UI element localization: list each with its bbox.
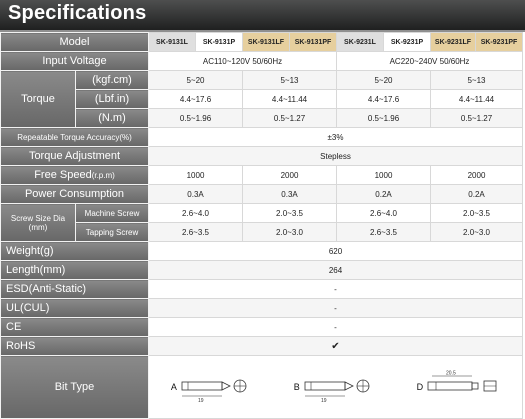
model-row <box>1 33 523 52</box>
bit-d-drawing-icon <box>426 370 500 404</box>
rohs-row <box>1 337 523 356</box>
power-consumption-value: 0.2A <box>337 185 431 204</box>
ce-value: - <box>149 318 523 337</box>
ce-label: CE <box>1 318 149 337</box>
torque-value: 0.5~1.96 <box>337 109 431 128</box>
repeatable-accuracy-label: Repeatable Torque Accuracy(%) <box>1 128 149 147</box>
model-header: Model <box>1 33 149 52</box>
bit-type-row <box>1 356 523 419</box>
torque-value: 4.4~11.44 <box>431 90 523 109</box>
repeatable-accuracy-row <box>1 128 523 147</box>
torque-unit: (N.m) <box>76 109 149 128</box>
bit-b-letter: B <box>293 382 300 392</box>
torque-unit: (Lbf.in) <box>76 90 149 109</box>
input-voltage-row <box>1 52 523 71</box>
free-speed-label <box>1 166 149 185</box>
input-voltage-value: AC220~240V 50/60Hz <box>337 52 523 71</box>
tapping-screw-value: 2.0~3.0 <box>243 223 337 242</box>
free-speed-text: Free Speed <box>34 169 92 181</box>
torque-value: 4.4~17.6 <box>337 90 431 109</box>
power-consumption-value: 0.3A <box>243 185 337 204</box>
ul-label: UL(CUL) <box>1 299 149 318</box>
model-name: SK-9131PF <box>290 33 337 52</box>
free-speed-unit: (r.p.m) <box>91 171 115 180</box>
power-consumption-value: 0.2A <box>431 185 523 204</box>
screw-size-label <box>1 204 76 242</box>
torque-adjustment-value: Stepless <box>149 147 523 166</box>
torque-value: 5~20 <box>149 71 243 90</box>
tapping-screw-value: 2.6~3.5 <box>337 223 431 242</box>
screw-size-row <box>1 223 523 242</box>
bit-a <box>171 370 250 404</box>
machine-screw-value: 2.0~3.5 <box>431 204 523 223</box>
free-speed-value: 2000 <box>243 166 337 185</box>
bit-d-letter: D <box>416 382 424 392</box>
bit-d <box>417 370 501 404</box>
torque-adjustment-label: Torque Adjustment <box>1 147 149 166</box>
machine-screw-value: 2.6~4.0 <box>149 204 243 223</box>
free-speed-row <box>1 166 523 185</box>
torque-row <box>1 109 523 128</box>
power-consumption-value: 0.3A <box>149 185 243 204</box>
model-name: SK-9131LF <box>243 33 290 52</box>
free-speed-value: 2000 <box>431 166 523 185</box>
power-consumption-label: Power Consumption <box>1 185 149 204</box>
torque-value: 0.5~1.96 <box>149 109 243 128</box>
title-banner <box>0 0 525 32</box>
model-name: SK-9231L <box>337 33 384 52</box>
free-speed-value: 1000 <box>337 166 431 185</box>
repeatable-accuracy-value: ±3% <box>149 128 523 147</box>
length-row <box>1 261 523 280</box>
bit-b-drawing-icon <box>303 370 373 404</box>
bit-b <box>294 370 373 404</box>
tapping-screw-value: 2.0~3.0 <box>431 223 523 242</box>
torque-row <box>1 71 523 90</box>
esd-label: ESD(Anti-Static) <box>1 280 149 299</box>
input-voltage-value: AC110~120V 50/60Hz <box>149 52 337 71</box>
torque-row <box>1 90 523 109</box>
ul-value: - <box>149 299 523 318</box>
power-consumption-row <box>1 185 523 204</box>
weight-label: Weight(g) <box>1 242 149 261</box>
torque-label: Torque <box>1 71 76 128</box>
screw-size-text: Screw Size Dia <box>10 213 66 223</box>
esd-value: - <box>149 280 523 299</box>
free-speed-value: 1000 <box>149 166 243 185</box>
torque-value: 5~13 <box>243 71 337 90</box>
model-name: SK-9231LF <box>431 33 476 52</box>
bit-a-drawing-icon <box>180 370 250 404</box>
rohs-value: ✔ <box>149 337 523 356</box>
torque-value: 5~20 <box>337 71 431 90</box>
bit-b-dim: 19 <box>320 398 327 404</box>
screw-size-unit: (mm) <box>28 222 48 232</box>
torque-value: 4.4~11.44 <box>243 90 337 109</box>
tapping-screw-value: 2.6~3.5 <box>149 223 243 242</box>
bit-a-letter: A <box>170 382 177 392</box>
torque-unit: (kgf.cm) <box>76 71 149 90</box>
torque-value: 5~13 <box>431 71 523 90</box>
bit-a-dim: 19 <box>197 398 204 404</box>
bit-type-label: Bit Type <box>1 356 149 419</box>
machine-screw-value: 2.0~3.5 <box>243 204 337 223</box>
tapping-screw-label: Tapping Screw <box>76 223 149 242</box>
model-name: SK-9231PF <box>476 33 523 52</box>
weight-value: 620 <box>149 242 523 261</box>
page-title: Specifications <box>8 2 147 24</box>
model-name: SK-9231P <box>384 33 431 52</box>
machine-screw-value: 2.6~4.0 <box>337 204 431 223</box>
length-value: 264 <box>149 261 523 280</box>
input-voltage-label: Input Voltage <box>1 52 149 71</box>
rohs-label: RoHS <box>1 337 149 356</box>
torque-value: 0.5~1.27 <box>243 109 337 128</box>
esd-row <box>1 280 523 299</box>
machine-screw-label: Machine Screw <box>76 204 149 223</box>
bit-d-dim: 20.5 <box>446 370 456 377</box>
model-name: SK-9131P <box>196 33 243 52</box>
specifications-table <box>0 32 523 419</box>
weight-row <box>1 242 523 261</box>
torque-value: 4.4~17.6 <box>149 90 243 109</box>
ce-row <box>1 318 523 337</box>
torque-adjustment-row <box>1 147 523 166</box>
screw-size-row <box>1 204 523 223</box>
length-label: Length(mm) <box>1 261 149 280</box>
ul-row <box>1 299 523 318</box>
model-name: SK-9131L <box>149 33 196 52</box>
bit-type-drawings <box>149 356 523 419</box>
torque-value: 0.5~1.27 <box>431 109 523 128</box>
